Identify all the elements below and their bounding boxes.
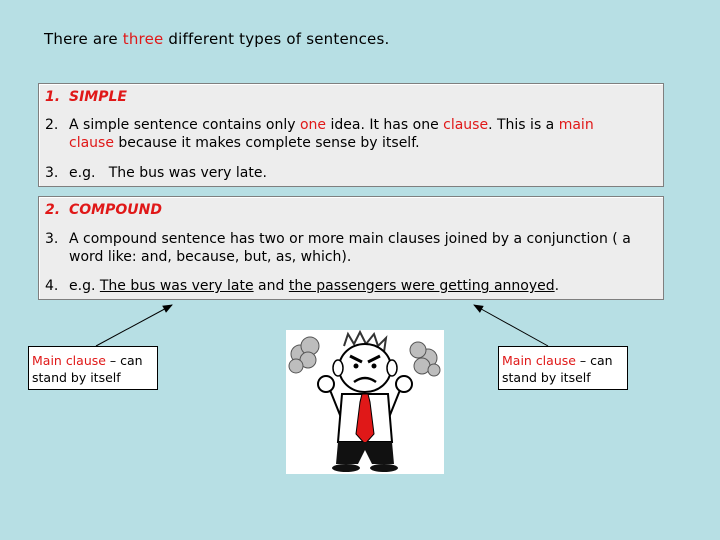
compound-conjunction: and: [253, 278, 289, 294]
left-arrow: [96, 305, 172, 346]
simple-item-2-part-red: clause: [69, 135, 114, 151]
angry-man-icon: [286, 330, 444, 474]
callout-left-rest: – can stand by itself: [32, 353, 143, 385]
compound-example-prefix: e.g.: [69, 278, 100, 294]
simple-heading-number: 1.: [45, 89, 61, 105]
simple-item-3-text: e.g. The bus was very late.: [69, 165, 267, 181]
simple-item-2-part: . This is a: [488, 117, 559, 133]
intro-before: There are: [44, 30, 123, 48]
callout-left-red: Main clause: [32, 353, 106, 368]
simple-item-2-number: 2.: [45, 117, 59, 133]
compound-example-suffix: .: [554, 278, 560, 294]
compound-item-3-line2: word like: and, because, but, as, which).: [69, 249, 352, 265]
simple-item-3-number: 3.: [45, 165, 59, 181]
compound-item-3-line1: A compound sentence has two or more main clauses joined by a conjunction ( a: [69, 231, 631, 247]
compound-clause-2: the passengers were getting annoyed: [288, 278, 555, 294]
right-arrow: [474, 305, 548, 346]
callout-right-red: Main clause: [502, 353, 576, 368]
simple-heading: SIMPLE: [69, 89, 127, 105]
simple-item-2-part: because it makes complete sense by itself.: [113, 135, 420, 151]
angry-man-illustration: [286, 330, 444, 474]
simple-item-2-part: A simple sentence contains only: [69, 117, 300, 133]
simple-item-2-part-red: one: [299, 117, 327, 133]
compound-clause-1: The bus was very late: [99, 278, 254, 294]
simple-item-2-part: idea. It has one: [326, 117, 444, 133]
compound-heading-number: 2.: [45, 202, 61, 218]
callout-right-rest: – can stand by itself: [502, 353, 613, 385]
compound-item-4-number: 4.: [45, 278, 59, 294]
intro-after: different types of sentences.: [163, 30, 390, 48]
callout-right: [498, 346, 628, 390]
simple-item-2-part-red: clause: [443, 117, 489, 133]
callout-left: [28, 346, 158, 390]
compound-heading: COMPOUND: [69, 202, 162, 218]
compound-item-3-number: 3.: [45, 231, 59, 247]
intro-highlight: three: [122, 30, 164, 48]
simple-item-2-part-red: main: [558, 117, 594, 133]
